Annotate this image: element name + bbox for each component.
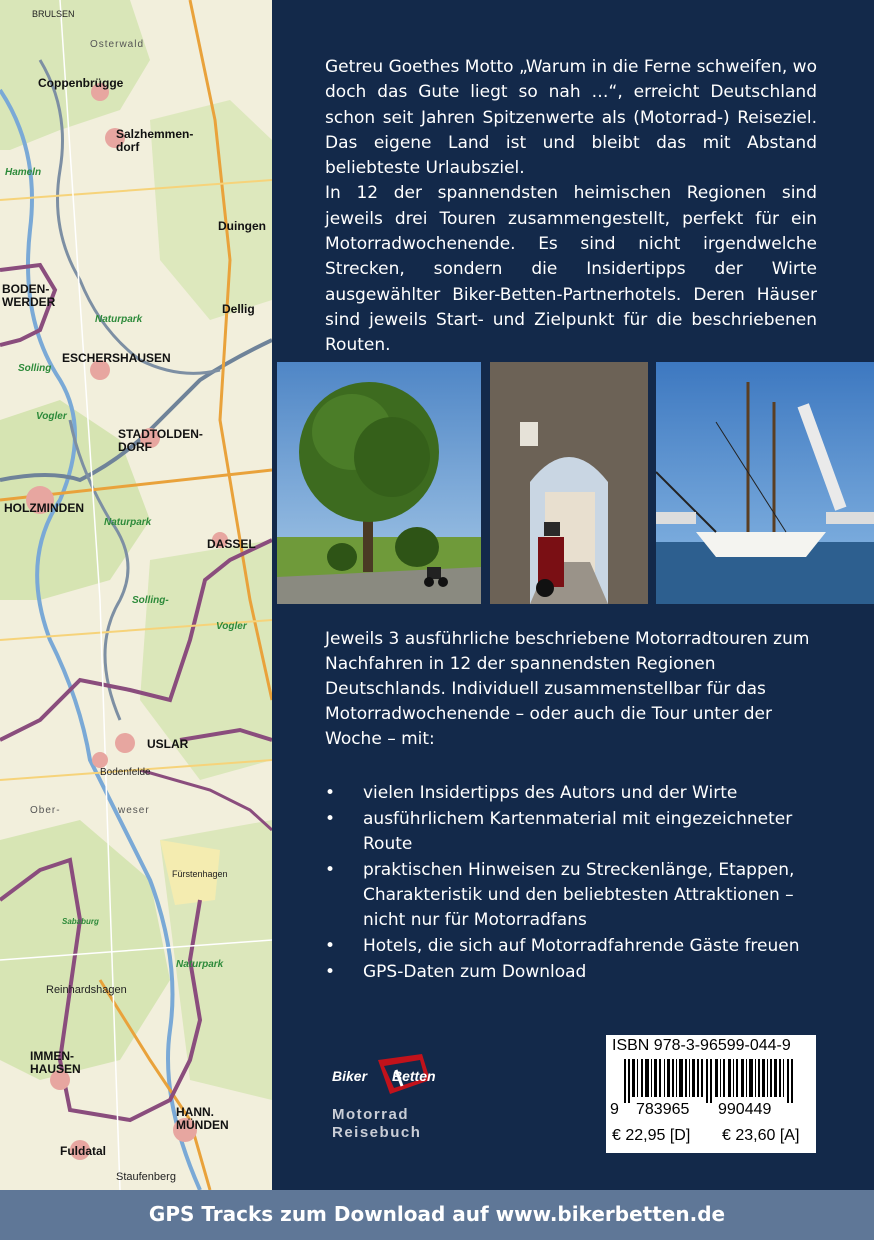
map-label-naturpark-2: Naturpark: [104, 517, 152, 528]
barcode: [624, 1059, 800, 1103]
logo-subtitle-2: Reisebuch: [332, 1124, 422, 1141]
feature-item: • praktischen Hinweisen zu Streckenlänge, Etappen, Charakteristik und den beliebtesten Attraktionen – nicht nur für Motorradfans: [325, 858, 825, 933]
map-label-uslar: USLAR: [147, 737, 189, 751]
map-label-sababurg: Sababurg: [62, 917, 99, 926]
map-label-coppenbruegge: Coppenbrügge: [38, 76, 124, 90]
map-label-ober: Ober-: [30, 805, 61, 816]
photo-city-gate: [490, 362, 648, 604]
map-label-bodenfelde: Bodenfelde: [100, 767, 151, 778]
map-label-solling-2: Solling-: [132, 595, 169, 606]
map-label-naturpark-1: Naturpark: [95, 314, 143, 325]
map-label-naturpark-3: Naturpark: [176, 959, 224, 970]
feature-item: • GPS-Daten zum Download: [325, 960, 825, 985]
isbn-number: ISBN 978-3-96599-044-9: [612, 1037, 791, 1054]
map-label-hann-muenden: HANN. MÜNDEN: [176, 1105, 229, 1132]
map-label-solling-1: Solling: [18, 363, 52, 374]
map-label-reinhardshagen: Reinhardshagen: [46, 984, 127, 996]
map-label-vogler-2: Vogler: [216, 621, 247, 632]
barcode-digits-left: 783965: [636, 1101, 690, 1118]
map-label-duingen: Duingen: [218, 219, 266, 233]
map-label-staufenberg: Staufenberg: [116, 1171, 176, 1183]
map-label-delligsen: Dellig: [222, 302, 255, 316]
intro-paragraph-1: Getreu Goethes Motto „Warum in die Ferne schweifen, wo doch das Gute liegt so nah …“, erreicht Deutschland schon seit Jahren Spitzenwerte als (Motorrad-) Reiseziel. Das eigene Land ist und bleibt das mit Abstand beliebteste Urlaubsziel.: [325, 57, 817, 179]
map-label-fuerstenhagen: Fürstenhagen: [172, 869, 228, 879]
logo-word-betten: Betten: [392, 1068, 436, 1084]
price-germany: € 22,95 [D]: [612, 1127, 691, 1144]
barcode-digits-right: 990449: [718, 1101, 772, 1118]
logo-subtitle-1: Motorrad: [332, 1106, 409, 1123]
map-label-osterwald: Osterwald: [90, 39, 145, 50]
back-cover-panel: [272, 0, 874, 1190]
isbn-barcode-box: [606, 1035, 816, 1153]
map-label-holzminden: HOLZMINDEN: [4, 501, 84, 515]
photo-tree-road: [277, 362, 481, 604]
map-strip: [0, 0, 272, 1190]
feature-item: • vielen Insidertipps des Autors und der Wirte: [325, 781, 825, 806]
map-label-bodenwerder: BODEN- WERDER: [2, 282, 56, 309]
map-label-immenhausen: IMMEN- HAUSEN: [30, 1049, 81, 1076]
map-label-dassel: DASSEL: [207, 537, 256, 551]
photo-harbor-sailboat: [656, 362, 874, 604]
map-label-stadtoldendorf: STADTOLDEN- DORF: [118, 427, 203, 454]
map-label-hameln: Hameln: [5, 167, 42, 178]
intro-paragraph-2: In 12 der spannendsten heimischen Regionen sind jeweils drei Touren zusammengestellt, perfekt für ein Motorradwochenende. Es sind nicht irgendwelche Strecken, sondern die Insidertipps der Wirte ausgewählter Biker-Betten-Partnerhotels. Deren Häuser sind jeweils Start- und Zielpunkt für die beschriebenen Routen.: [325, 183, 817, 356]
feature-item: • ausführlichem Kartenmaterial mit eingezeichneter Route: [325, 807, 825, 857]
bikerbetten-logo: [330, 1050, 460, 1150]
map-label-weser: weser: [118, 805, 150, 816]
barcode-digit-first: 9: [610, 1101, 619, 1118]
feature-list: [325, 781, 825, 986]
description-text: Jeweils 3 ausführliche beschriebene Motorradtouren zum Nachfahren in 12 der spannendsten Regionen Deutschlands. Individuell zusammenstellbar für das Motorradwochenende – oder auch die Tour unter der Woche – mit:: [325, 629, 810, 749]
footer-banner: GPS Tracks zum Download auf www.bikerbetten.de: [0, 1190, 874, 1240]
map-label-eschershausen: ESCHERSHAUSEN: [62, 351, 171, 365]
map-label-fuldatal: Fuldatal: [60, 1144, 107, 1158]
logo-word-biker: Biker: [332, 1068, 368, 1084]
map-label-vogler-1: Vogler: [36, 411, 67, 422]
map-label-bruelsen: BRULSEN: [32, 9, 75, 19]
price-austria: € 23,60 [A]: [722, 1127, 800, 1144]
map-label-salzhemmendorf: Salzhemmen- dorf: [116, 127, 194, 154]
intro-text: [325, 55, 817, 359]
feature-item: • Hotels, die sich auf Motorradfahrende Gäste freuen: [325, 934, 825, 959]
